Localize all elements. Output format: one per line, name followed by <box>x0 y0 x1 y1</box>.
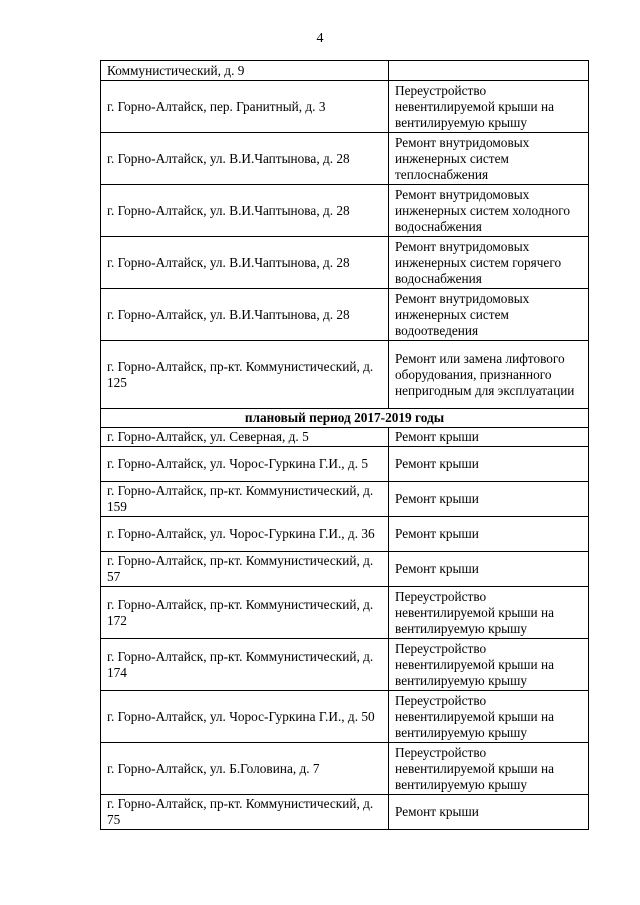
address-cell: г. Горно-Алтайск, пр-кт. Коммунистический, д. 125 <box>101 341 389 409</box>
work-cell: Ремонт крыши <box>389 447 589 482</box>
table-row <box>101 552 589 587</box>
table-row <box>101 587 589 639</box>
table-row <box>101 237 589 289</box>
address-cell: г. Горно-Алтайск, пер. Гранитный, д. 3 <box>101 81 389 133</box>
work-cell: Ремонт или замена лифтового оборудования, признанного непригодным для эксплуатации <box>389 341 589 409</box>
work-cell: Ремонт крыши <box>389 482 589 517</box>
work-cell: Ремонт внутридомовых инженерных систем теплоснабжения <box>389 133 589 185</box>
repair-schedule-table <box>100 60 589 830</box>
work-cell: Переустройство невентилируемой крыши на вентилируемую крышу <box>389 639 589 691</box>
work-cell: Ремонт крыши <box>389 517 589 552</box>
table-row <box>101 61 589 81</box>
address-cell: г. Горно-Алтайск, ул. Северная, д. 5 <box>101 428 389 447</box>
address-cell: г. Горно-Алтайск, ул. Чорос-Гуркина Г.И., д. 50 <box>101 691 389 743</box>
address-cell: г. Горно-Алтайск, ул. В.И.Чаптынова, д. 28 <box>101 237 389 289</box>
table-row <box>101 185 589 237</box>
address-cell: г. Горно-Алтайск, пр-кт. Коммунистический, д. 172 <box>101 587 389 639</box>
table-row <box>101 691 589 743</box>
work-cell: Ремонт внутридомовых инженерных систем горячего водоснабжения <box>389 237 589 289</box>
table-row <box>101 133 589 185</box>
work-cell: Ремонт внутридомовых инженерных систем холодного водоснабжения <box>389 185 589 237</box>
address-cell: г. Горно-Алтайск, ул. Чорос-Гуркина Г.И., д. 36 <box>101 517 389 552</box>
address-cell: г. Горно-Алтайск, ул. В.И.Чаптынова, д. 28 <box>101 289 389 341</box>
work-cell: Ремонт крыши <box>389 795 589 830</box>
work-cell <box>389 61 589 81</box>
table-row <box>101 428 589 447</box>
section-header-row <box>101 409 589 428</box>
work-cell: Переустройство невентилируемой крыши на вентилируемую крышу <box>389 81 589 133</box>
work-cell: Переустройство невентилируемой крыши на вентилируемую крышу <box>389 743 589 795</box>
table-row <box>101 447 589 482</box>
table-row <box>101 639 589 691</box>
table-row <box>101 81 589 133</box>
work-cell: Ремонт внутридомовых инженерных систем водоотведения <box>389 289 589 341</box>
table-row <box>101 743 589 795</box>
address-cell: г. Горно-Алтайск, пр-кт. Коммунистический, д. 174 <box>101 639 389 691</box>
address-cell: г. Горно-Алтайск, пр-кт. Коммунистический, д. 159 <box>101 482 389 517</box>
work-cell: Ремонт крыши <box>389 428 589 447</box>
section-title: плановый период 2017-2019 годы <box>101 409 589 428</box>
address-cell: Коммунистический, д. 9 <box>101 61 389 81</box>
work-cell: Переустройство невентилируемой крыши на вентилируемую крышу <box>389 691 589 743</box>
table-row <box>101 341 589 409</box>
address-cell: г. Горно-Алтайск, ул. Б.Головина, д. 7 <box>101 743 389 795</box>
work-cell: Переустройство невентилируемой крыши на вентилируемую крышу <box>389 587 589 639</box>
page-number: 4 <box>316 31 324 46</box>
address-cell: г. Горно-Алтайск, ул. В.И.Чаптынова, д. 28 <box>101 133 389 185</box>
table-row <box>101 289 589 341</box>
address-cell: г. Горно-Алтайск, пр-кт. Коммунистический, д. 57 <box>101 552 389 587</box>
address-cell: г. Горно-Алтайск, ул. В.И.Чаптынова, д. 28 <box>101 185 389 237</box>
work-cell: Ремонт крыши <box>389 552 589 587</box>
table-row <box>101 517 589 552</box>
table-row <box>101 795 589 830</box>
table-row <box>101 482 589 517</box>
address-cell: г. Горно-Алтайск, пр-кт. Коммунистический, д. 75 <box>101 795 389 830</box>
address-cell: г. Горно-Алтайск, ул. Чорос-Гуркина Г.И., д. 5 <box>101 447 389 482</box>
